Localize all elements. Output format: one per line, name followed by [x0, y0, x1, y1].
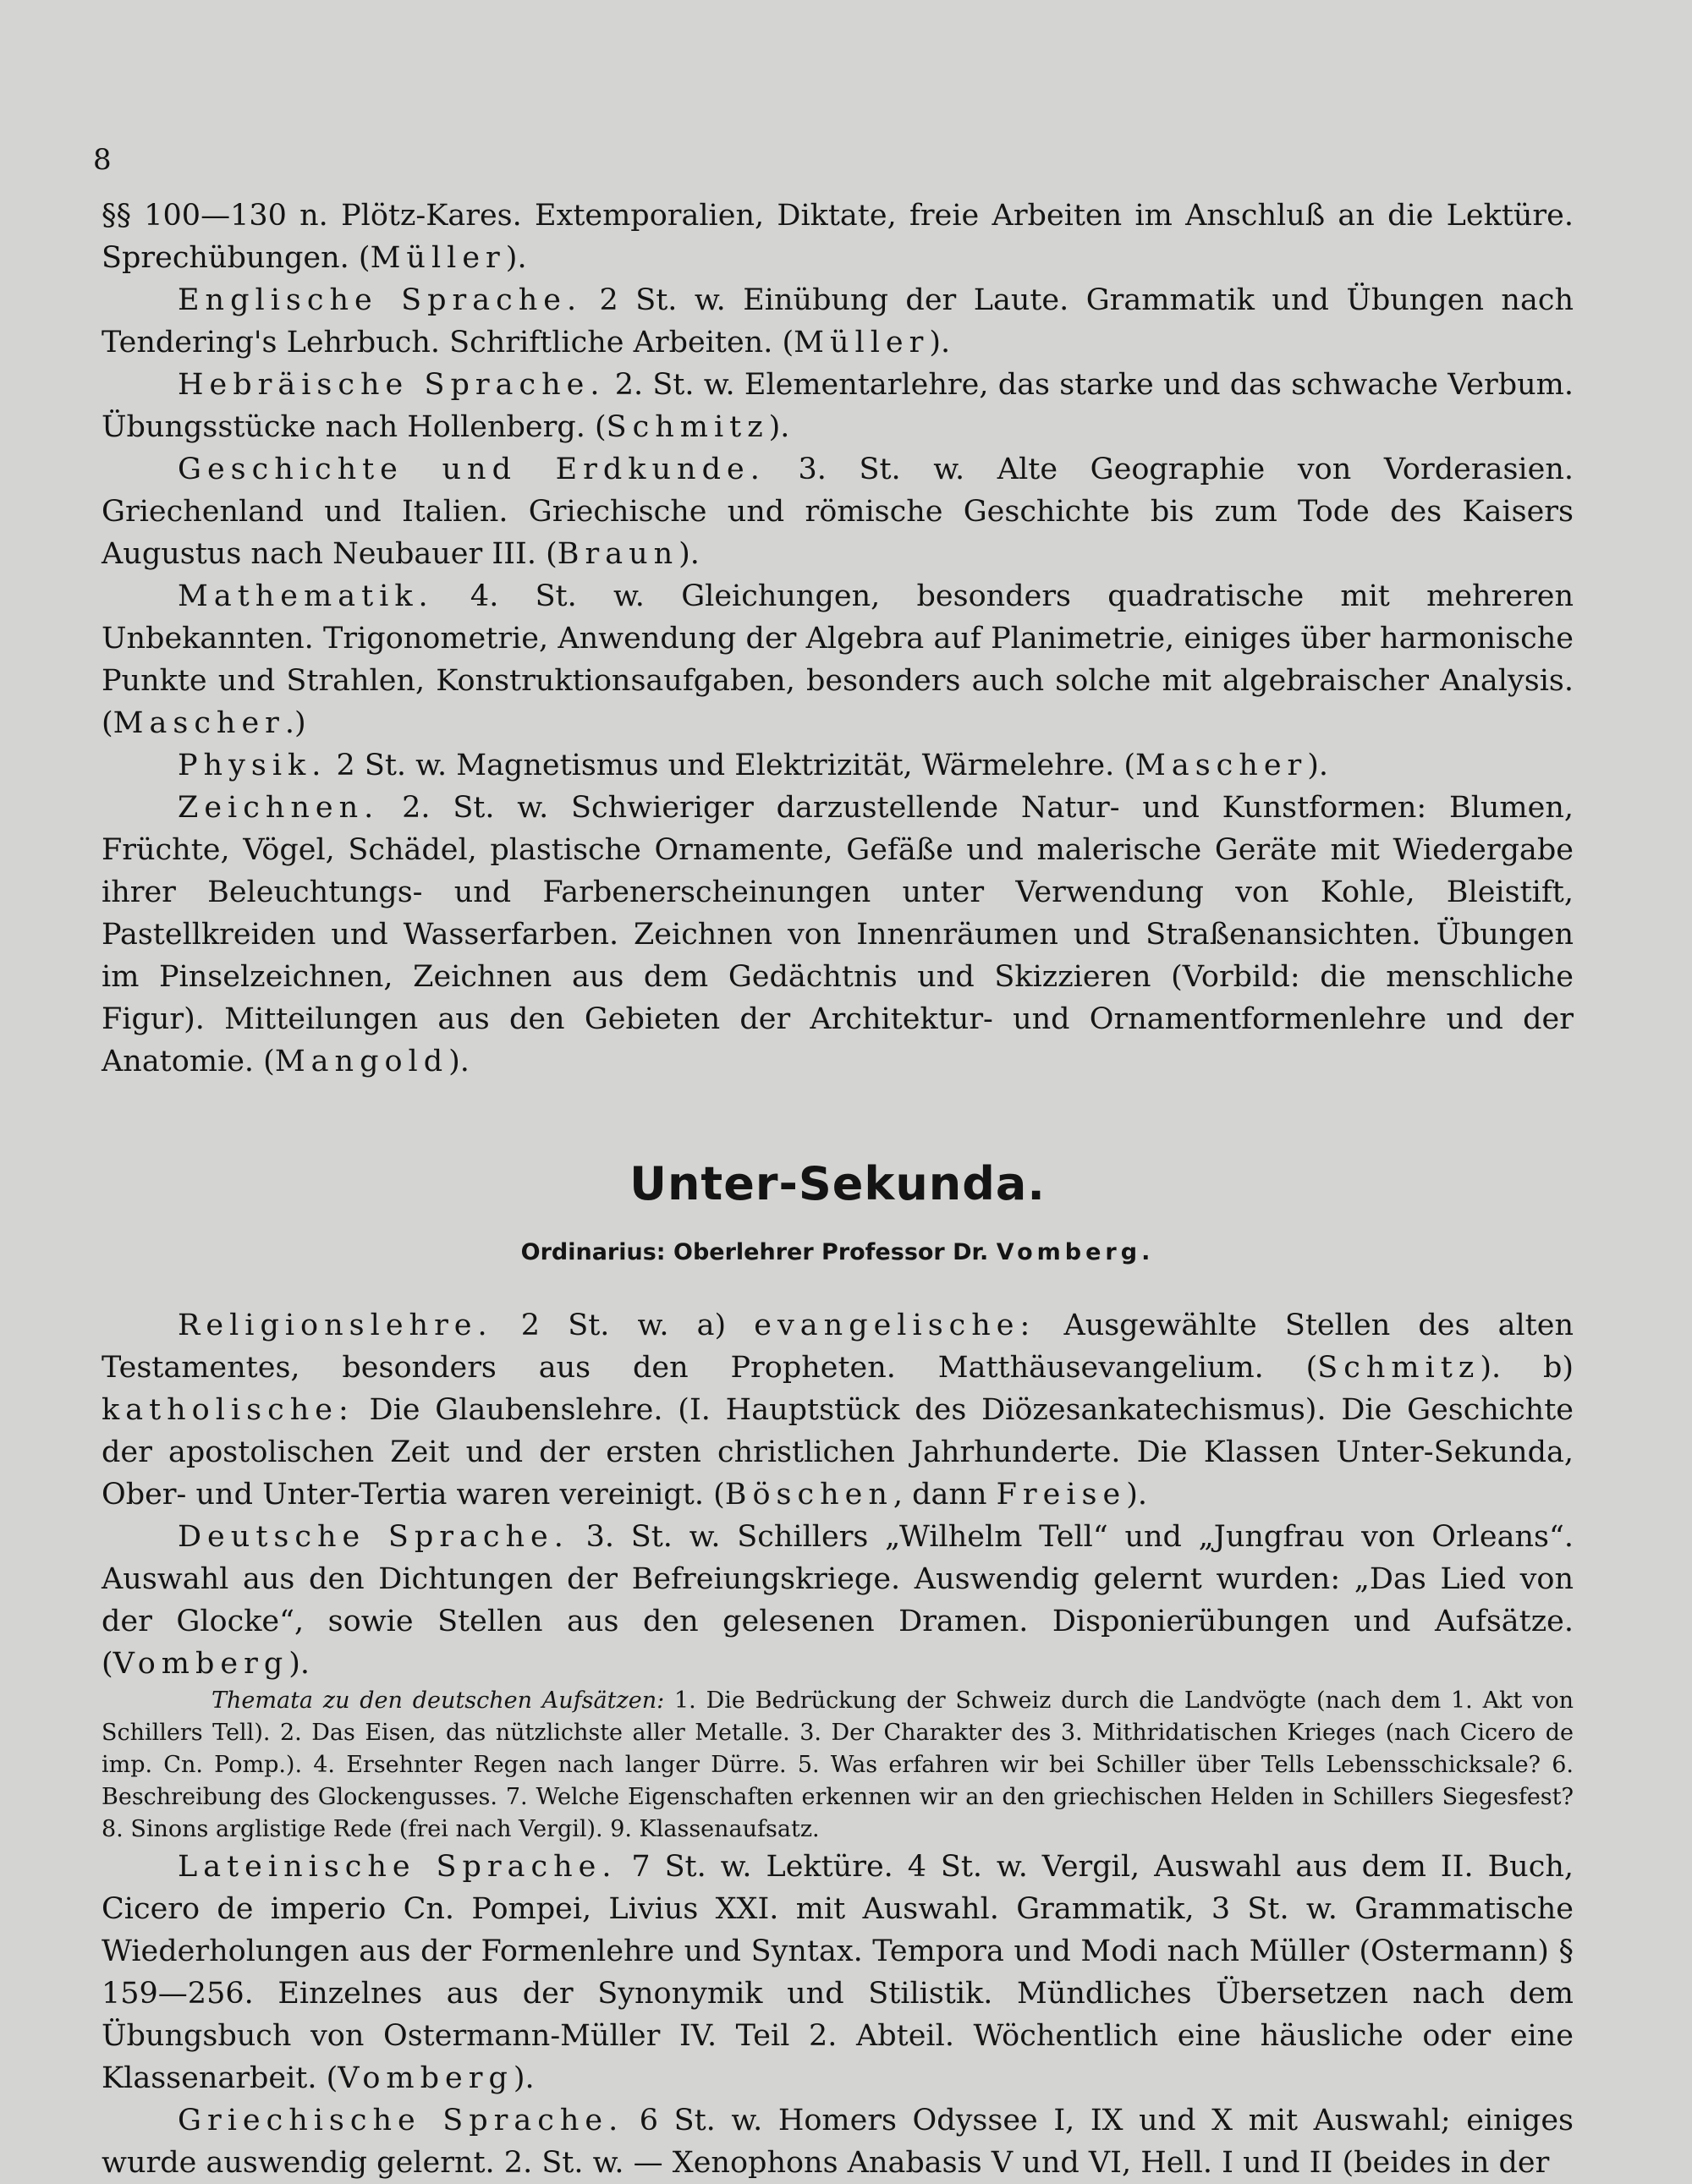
spaced-term: Physik. [178, 749, 327, 782]
paragraph-text: ). [1126, 1478, 1148, 1512]
paragraph-text: 3. St. w. Schillers „Wilhelm Tell“ und „Jungfrau von Orleans“. Auswahl aus den Dichtungen der Befreiungskriege. Auswendig gelernt wurden: „Das Lied von der Glocke“, sowie Stellen aus den gelesenen Dramen. Disponierübungen und Aufsätze. ( [102, 1520, 1574, 1681]
spaced-term: Böschen [724, 1478, 893, 1512]
subject-paragraph [102, 787, 1574, 1083]
italic-heading: Themata zu den deutschen Aufsätzen: [212, 1687, 665, 1714]
essay-topics-paragraph [102, 1685, 1574, 1846]
paragraph-text: §§ 100—130 n. Plötz-Kares. Extemporalien, Diktate, freie Arbeiten im Anschluß an die Lektüre. Sprechübungen. ( [102, 199, 1574, 275]
paragraph-text: Die Glaubenslehre. (I. Hauptstück des Diözesankatechismus). Die Geschichte der apostolischen Zeit und der ersten christlichen Jahrhunderte. Die Klassen Unter-Sekunda, Ober- und Unter-Tertia waren vereinigt. ( [102, 1393, 1574, 1512]
spaced-term: Hebräische Sprache. [178, 368, 606, 402]
subject-paragraph [102, 575, 1574, 744]
spaced-term: Schmitz [1317, 1351, 1480, 1385]
spaced-term: Vomberg [338, 2061, 514, 2095]
subject-paragraph [102, 279, 1574, 364]
spaced-term: Schmitz [606, 410, 769, 444]
paragraph-text: , dann [893, 1478, 997, 1512]
spaced-term: Englische Sprache. [178, 283, 583, 317]
paragraph-text: Ausgewählte Stellen des alten Testamentes, besonders aus den Propheten. Matthäusevangelium. ( [102, 1309, 1574, 1385]
spaced-term: Lateinische Sprache. [178, 1850, 618, 1884]
spaced-term: katholische: [102, 1393, 354, 1427]
paragraph-text: ). [448, 1045, 470, 1078]
paragraph-text: .) [284, 706, 306, 740]
spaced-term: Zeichnen. [178, 791, 380, 825]
paragraph-text: ). [513, 2061, 535, 2095]
paragraph-text: ). [768, 410, 790, 444]
spaced-term: Mascher [113, 706, 285, 740]
paragraph-text: 3. St. w. Alte Geographie von Vorderasien. Griechenland und Italien. Griechische und römische Geschichte bis zum Tode des Kaisers Augustus nach Neubauer III. ( [102, 453, 1574, 571]
paragraph-text: ). [1307, 749, 1329, 782]
ordinarius-line [102, 1239, 1574, 1265]
paragraph-text: 2 St. w. Einübung der Laute. Grammatik und Übungen nach Tendering's Lehrbuch. Schriftliche Arbeiten. ( [102, 283, 1574, 359]
spaced-term: Griechische Sprache. [178, 2104, 624, 2137]
spaced-term: evangelische: [754, 1309, 1036, 1342]
subject-paragraph [102, 364, 1574, 448]
spaced-term: Freise [996, 1478, 1127, 1512]
paragraph-text: 2 St. w. a) [492, 1309, 755, 1342]
paragraph-text: 1. Die Bedrückung der Schweiz durch die Landvögte (nach dem 1. Akt von Schillers Tell). 2. Das Eisen, das nützlichste aller Metalle. 3. Der Charakter des 3. Mithridatischen Krieges (nach Cicero de imp. Cn. Pomp.). 4. Ersehnter Regen nach langer Dürre. 5. Was erfahren wir bei Schiller über Tells Lebensschicksale? 6. Beschreibung des Glockengusses. 7. Welche Eigenschaften erkennen wir an den griechischen Helden in Schillers Siegesfest? 8. Sinons arglistige Rede (frei nach Vergil). 9. Klassenaufsatz. [102, 1687, 1574, 1842]
paragraph-text: ). b) [1480, 1351, 1574, 1385]
subject-paragraph [102, 1304, 1574, 1516]
subject-paragraph [102, 2099, 1574, 2184]
subject-paragraph [102, 1516, 1574, 1685]
top-paragraphs [102, 195, 1574, 1083]
section-heading: Unter-Sekunda. [629, 1157, 1046, 1210]
paragraph-text: 2. St. w. Elementarlehre, das starke und das schwache Verbum. Übungsstücke nach Hollenberg. ( [102, 368, 1574, 444]
ordinarius-name: Vomberg. [996, 1239, 1155, 1265]
spaced-term: Religionslehre. [178, 1309, 493, 1342]
paragraph-text: ). [505, 241, 527, 275]
spaced-term: Müller [794, 326, 930, 359]
paragraph-text: ). [678, 537, 700, 571]
spaced-term: Braun [557, 537, 679, 571]
paragraph-text: 7 St. w. Lektüre. 4 St. w. Vergil, Auswahl aus dem II. Buch, Cicero de imperio Cn. Pompei, Livius XXI. mit Auswahl. Grammatik, 3 St. w. Grammatische Wiederholungen aus der Formenlehre und Syntax. Tempora und Modi nach Müller (Ostermann) § 159—256. Einzelnes aus der Synonymik und Stilistik. Mündliches Übersetzen nach dem Übungsbuch von Ostermann-Müller IV. Teil 2. Abteil. Wöchentlich eine häusliche oder eine Klassenarbeit. ( [102, 1850, 1574, 2095]
paragraph-text: ). [929, 326, 951, 359]
spaced-term: Geschichte und Erdkunde. [178, 453, 766, 486]
paragraph-text: 4. St. w. Gleichungen, besonders quadratische mit mehreren Unbekannten. Trigonometrie, Anwendung der Algebra auf Planimetrie, einiges über harmonische Punkte und Strahlen, Konstruktionsaufgaben, besonders auch solche mit algebraischer Analysis. ( [102, 579, 1574, 740]
spaced-term: Deutsche Sprache. [178, 1520, 569, 1554]
paragraph-text: 6 St. w. Homers Odyssee I, IX und X mit Auswahl; einiges wurde auswendig gelernt. 2. St. w. — Xenophons Anabasis V und VI, Hell. I und II (beides in der [102, 2104, 1574, 2180]
ordinarius-prefix: Ordinarius: Oberlehrer Professor Dr. [520, 1239, 997, 1265]
page-content [102, 195, 1574, 2184]
page-number: 8 [93, 143, 112, 177]
spaced-term: Mathematik. [178, 579, 434, 613]
spaced-term: Müller [370, 241, 506, 275]
paragraph-text: ). [288, 1647, 310, 1681]
subject-paragraph [102, 448, 1574, 575]
subject-paragraph [102, 1846, 1574, 2099]
subject-paragraph [102, 744, 1574, 787]
spaced-term: Mangold [274, 1045, 449, 1078]
spaced-term: Mascher [1135, 749, 1308, 782]
paragraph-text: 2 St. w. Magnetismus und Elektrizität, Wärmelehre. ( [327, 749, 1136, 782]
paragraph-text: 2. St. w. Schwieriger darzustellende Natur- und Kunstformen: Blumen, Früchte, Vögel, Schädel, plastische Ornamente, Gefäße und malerische Geräte mit Wiedergabe ihrer Beleuchtungs- und Farbenerscheinungen unter Verwendung von Kohle, Bleistift, Pastellkreiden und Wasserfarben. Zeichnen von Innenräumen und Straßenansichten. Übungen im Pinselzeichnen, Zeichnen aus dem Gedächtnis und Skizzieren (Vorbild: die menschliche Figur). Mitteilungen aus den Gebieten der Architektur- und Ornamentformenlehre und der Anatomie. ( [102, 791, 1574, 1078]
subject-paragraph [102, 195, 1574, 279]
bottom-paragraphs [102, 1304, 1574, 2184]
spaced-term: Vomberg [113, 1647, 289, 1681]
